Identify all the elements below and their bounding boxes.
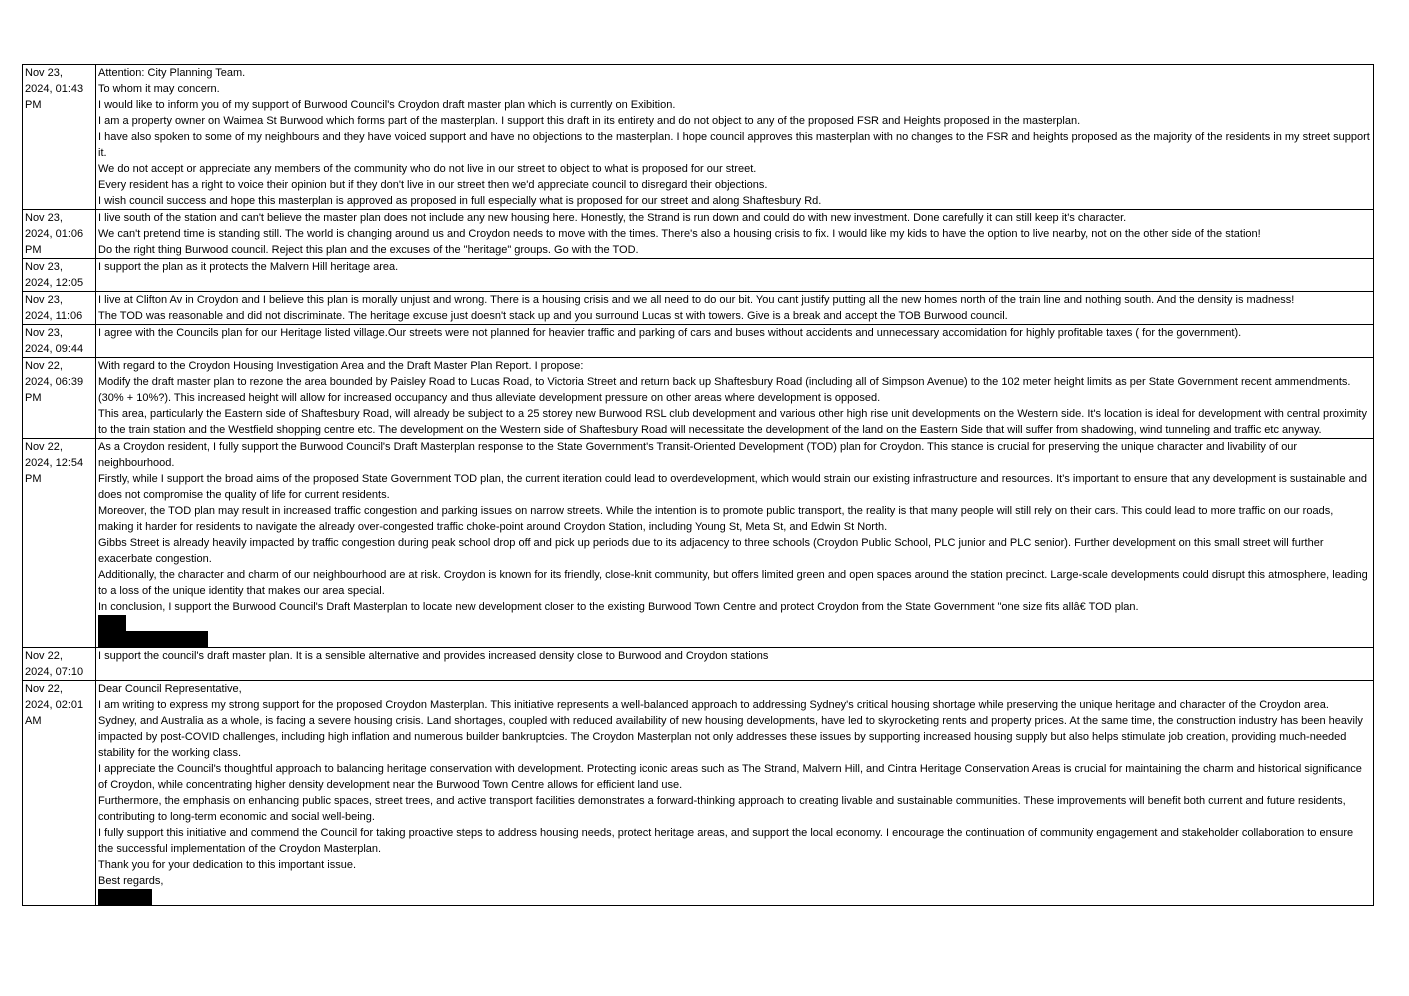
date-cell: Nov 22, 2024, 06:39 PM [23, 358, 96, 439]
table-row [23, 358, 1374, 439]
date-cell: Nov 23, 2024, 12:05 [23, 259, 96, 292]
table-row [23, 325, 1374, 358]
comment-cell: With regard to the Croydon Housing Investigation Area and the Draft Master Plan Report. I propose: Modify the draft master plan to rezone the area bounded by Paisley Road to Lucas Road, to Victoria Street and return back up Shaftesbury Road (including all of Simpson Avenue) to the 102 meter height limits as per State Government recent ammendments. (30% + 10%?). This increased height will allow for increased occupancy and thus alleviate development pressure on other areas where development is opposed. This area, particularly the Eastern side of Shaftesbury Road, will already be subject to a 25 storey new Burwood RSL club development and various other high rise unit developments on the Western side. It's location is ideal for development with central proximity to the train station and the Westfield shopping centre etc. The development on the Western side of Shaftesbury Road will necessitate the development of the land on the Eastern Side that will suffer from shadowing, wind tunneling and traffic etc anyway. [96, 358, 1374, 439]
date-cell: Nov 23, 2024, 09:44 [23, 325, 96, 358]
date-cell: Nov 23, 2024, 01:06 PM [23, 210, 96, 259]
redacted-name-block [98, 631, 208, 647]
date-cell: Nov 23, 2024, 01:43 PM [23, 65, 96, 210]
comment-cell: I live at Clifton Av in Croydon and I believe this plan is morally unjust and wrong. There is a housing crisis and we all need to do our bit. You cant justify putting all the new homes north of the train line and nothing south. And the density is madness! The TOD was reasonable and did not discriminate. The heritage excuse just doesn't stack up and you surround Lucas st with towers. Give is a break and accept the TOB Burwood council. [96, 292, 1374, 325]
comment-cell: I live south of the station and can't believe the master plan does not include any new housing here. Honestly, the Strand is run down and could do with new investment. Done carefully it can still keep it's character. We can't pretend time is standing still. The world is changing around us and Croydon needs to move with the times. There's also a housing crisis to fix. I would like my kids to have the option to live nearby, not on the other side of the station! Do the right thing Burwood council. Reject this plan and the excuses of the "heritage" groups. Go with the TOD. [96, 210, 1374, 259]
comment-cell: As a Croydon resident, I fully support the Burwood Council's Draft Masterplan response to the State Government's Transit-Oriented Development (TOD) plan for Croydon. This stance is crucial for preserving the unique character and livability of our neighbourhood. Firstly, while I support the broad aims of the proposed State Government TOD plan, the current iteration could lead to overdevelopment, which would strain our existing infrastructure and resources. It's important to ensure that any development is sustainable and does not compromise the quality of life for current residents. Moreover, the TOD plan may result in increased traffic congestion and parking issues on narrow streets. While the intention is to promote public transport, the reality is that many people will still rely on their cars. This could lead to more traffic on our roads, making it harder for residents to navigate the already over-congested traffic choke-point around Croydon Station, including Young St, Meta St, and Edwin St North. Gibbs Street is already heavily impacted by traffic congestion during peak school drop off and pick up periods due to its adjacency to three schools (Croydon Public School, PLC junior and PLC senior). Further development on this small street will further exacerbate congestion. Additionally, the character and charm of our neighbourhood are at risk. Croydon is known for its friendly, close-knit community, but offers limited green and open spaces around the station precinct. Large-scale developments could disrupt this atmosphere, leading to a loss of the unique identity that makes our area special. In conclusion, I support the Burwood Council's Draft Masterplan to locate new development closer to the existing Burwood Town Centre and protect Croydon from the State Government "one size fits allâ€ TOD plan. [96, 439, 1374, 648]
table-row [23, 681, 1374, 906]
table-row [23, 648, 1374, 681]
date-cell: Nov 22, 2024, 07:10 [23, 648, 96, 681]
table-row [23, 259, 1374, 292]
comment-cell: I agree with the Councils plan for our Heritage listed village.Our streets were not planned for heavier traffic and parking of cars and buses without accidents and unnecessary accomidation for highly profitable taxes ( for the government). [96, 325, 1374, 358]
date-cell: Nov 22, 2024, 12:54 PM [23, 439, 96, 648]
table-row [23, 292, 1374, 325]
table-row [23, 210, 1374, 259]
redacted-name-block [98, 615, 126, 631]
redacted-name-block [98, 889, 152, 905]
comment-cell: Attention: City Planning Team. To whom it may concern. I would like to inform you of my support of Burwood Council's Croydon draft master plan which is currently on Exibition. I am a property owner on Waimea St Burwood which forms part of the masterplan. I support this draft in its entirety and do not object to any of the proposed FSR and Heights proposed in the masterplan. I have also spoken to some of my neighbours and they have voiced support and have no objections to the masterplan. I hope council approves this masterplan with no changes to the FSR and heights proposed as the majority of the residents in my street support it. We do not accept or appreciate any members of the community who do not live in our street to object to what is proposed for our street. Every resident has a right to voice their opinion but if they don't live in our street then we'd appreciate council to disregard their objections. I wish council success and hope this masterplan is approved as proposed in full especially what is proposed for our street and along Shaftesbury Rd. [96, 65, 1374, 210]
date-cell: Nov 22, 2024, 02:01 AM [23, 681, 96, 906]
table-row [23, 65, 1374, 210]
submissions-table [22, 64, 1374, 906]
table-row [23, 439, 1374, 648]
comment-cell: Dear Council Representative, I am writing to express my strong support for the proposed Croydon Masterplan. This initiative represents a well-balanced approach to addressing Sydney's critical housing shortage while preserving the unique heritage and character of the Croydon area. Sydney, and Australia as a whole, is facing a severe housing crisis. Land shortages, coupled with reduced availability of new housing developments, have led to skyrocketing rents and property prices. At the same time, the construction industry has been heavily impacted by post-COVID challenges, including high inflation and numerous builder bankruptcies. The Croydon Masterplan not only addresses these issues by supporting increased housing supply but also helps stimulate job creation, providing much-needed stability for the working class. I appreciate the Council's thoughtful approach to balancing heritage conservation with development. Protecting iconic areas such as The Strand, Malvern Hill, and Cintra Heritage Conservation Areas is crucial for maintaining the charm and historical significance of Croydon, while concentrating higher density development near the Burwood Town Centre allows for efficient land use. Furthermore, the emphasis on enhancing public spaces, street trees, and active transport facilities demonstrates a forward-thinking approach to creating livable and sustainable communities. These improvements will benefit both current and future residents, contributing to long-term economic and social well-being. I fully support this initiative and commend the Council for taking proactive steps to address housing needs, protect heritage areas, and support the local economy. I encourage the continuation of community engagement and stakeholder collaboration to ensure the successful implementation of the Croydon Masterplan. Thank you for your dedication to this important issue. Best regards, [96, 681, 1374, 906]
comment-cell: I support the council's draft master plan. It is a sensible alternative and provides increased density close to Burwood and Croydon stations [96, 648, 1374, 681]
date-cell: Nov 23, 2024, 11:06 [23, 292, 96, 325]
comment-cell: I support the plan as it protects the Malvern Hill heritage area. [96, 259, 1374, 292]
